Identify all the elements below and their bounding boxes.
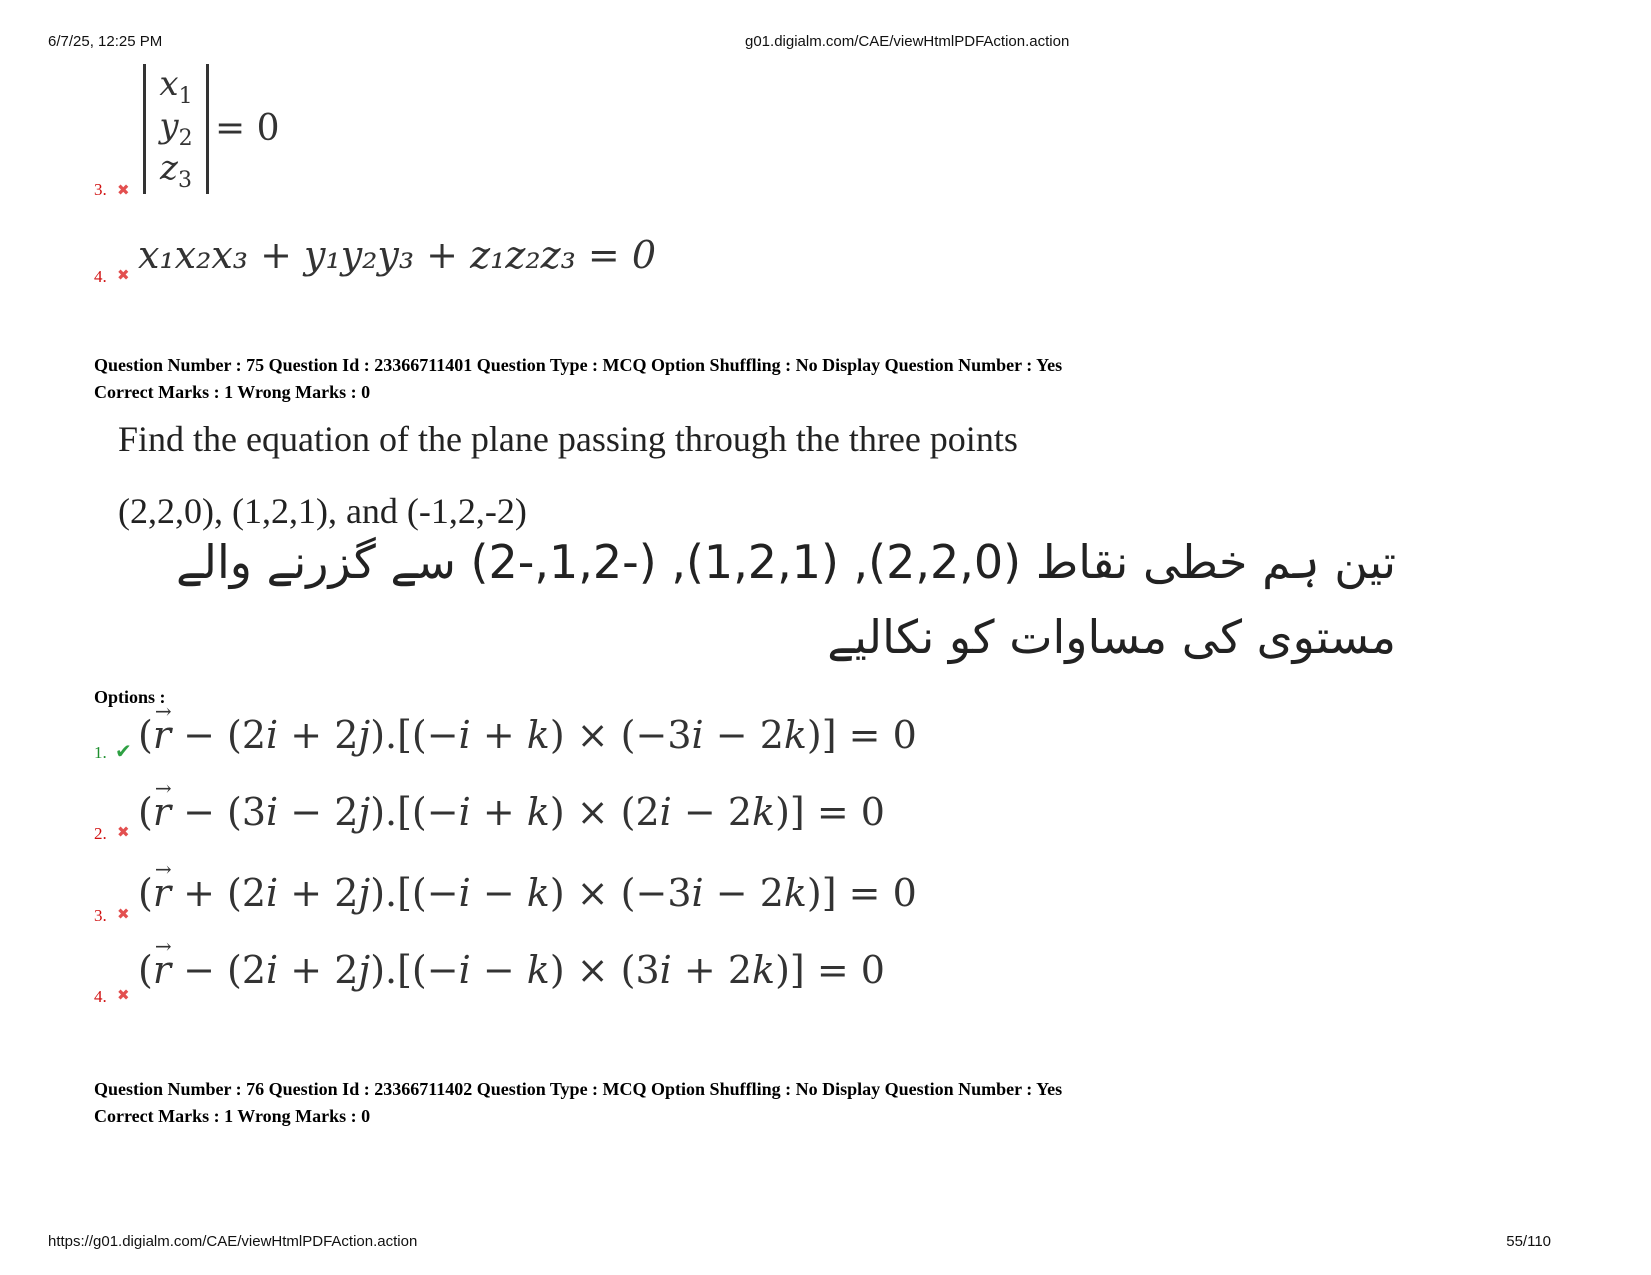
- cross-icon: ✖: [117, 986, 130, 1004]
- question-75-marks: Correct Marks : 1 Wrong Marks : 0: [94, 382, 371, 402]
- question-76-meta: Question Number : 76 Question Id : 23366711402 Question Type : MCQ Option Shuffling : No Display Question Number : Yes: [94, 1079, 1063, 1099]
- option-4-expr: (→ r − (2i + 2j).[(−i − k) × (3i + 2k)] = 0: [138, 948, 885, 992]
- cross-icon: ✖: [117, 181, 130, 199]
- option-3-expr: (→ r + (2i + 2j).[(−i − k) × (−3i − 2k)] = 0: [138, 871, 917, 915]
- option-1-expr: (→ r − (2i + 2j).[(−i + k) × (−3i − 2k)] = 0: [138, 713, 917, 757]
- question-76-marks: Correct Marks : 1 Wrong Marks : 0: [94, 1106, 371, 1126]
- matrix-row: $y_2$: [159, 106, 193, 151]
- option-2-expr: (→ r − (3i − 2j).[(−i + k) × (2i − 2k)] = 0: [138, 790, 885, 834]
- footer-url: https://g01.digialm.com/CAE/viewHtmlPDFAction.action: [48, 1233, 418, 1250]
- page-number: 55/110: [1506, 1233, 1551, 1250]
- prev-option-3-matrix: [143, 64, 209, 194]
- option-4-number: 4.: [94, 987, 107, 1006]
- option-2-number: 2.: [94, 824, 107, 843]
- check-icon: ✔: [115, 739, 132, 763]
- prev-option-4-expr: x₁x₂x₃ + y₁y₂y₃ + z₁z₂z₃ = 0: [138, 233, 657, 277]
- option-1-number: 1.: [94, 743, 107, 762]
- cross-icon: ✖: [117, 905, 130, 923]
- prev-option-3-number: 3.: [94, 180, 107, 199]
- matrix-row: $z_3$: [160, 148, 192, 193]
- question-75-text-line1: Find the equation of the plane passing through the three points: [118, 419, 1018, 459]
- prev-option-4-number: 4.: [94, 267, 107, 286]
- print-datetime: 6/7/25, 12:25 PM: [48, 33, 163, 50]
- question-75-urdu-line2: مستوی کی مساوات کو نکالیے: [827, 610, 1396, 664]
- print-url: g01.digialm.com/CAE/viewHtmlPDFAction.action: [745, 33, 1070, 50]
- question-75-urdu-line1: تین ہم خطی نقاط (2,2,0), (1,2,1), (-1,2,-2) سے گزرنے والے: [175, 535, 1396, 589]
- question-75-meta: Question Number : 75 Question Id : 23366711401 Question Type : MCQ Option Shuffling : No Display Question Number : Yes: [94, 355, 1063, 375]
- option-3-number: 3.: [94, 906, 107, 925]
- prev-option-3-rhs: = 0: [215, 108, 280, 149]
- options-label: Options :: [94, 687, 166, 707]
- cross-icon: ✖: [117, 823, 130, 841]
- cross-icon: ✖: [117, 266, 130, 284]
- matrix-row: $x_1$: [159, 64, 193, 109]
- question-75-text-line2: (2,2,0), (1,2,1), and (-1,2,-2): [118, 491, 527, 531]
